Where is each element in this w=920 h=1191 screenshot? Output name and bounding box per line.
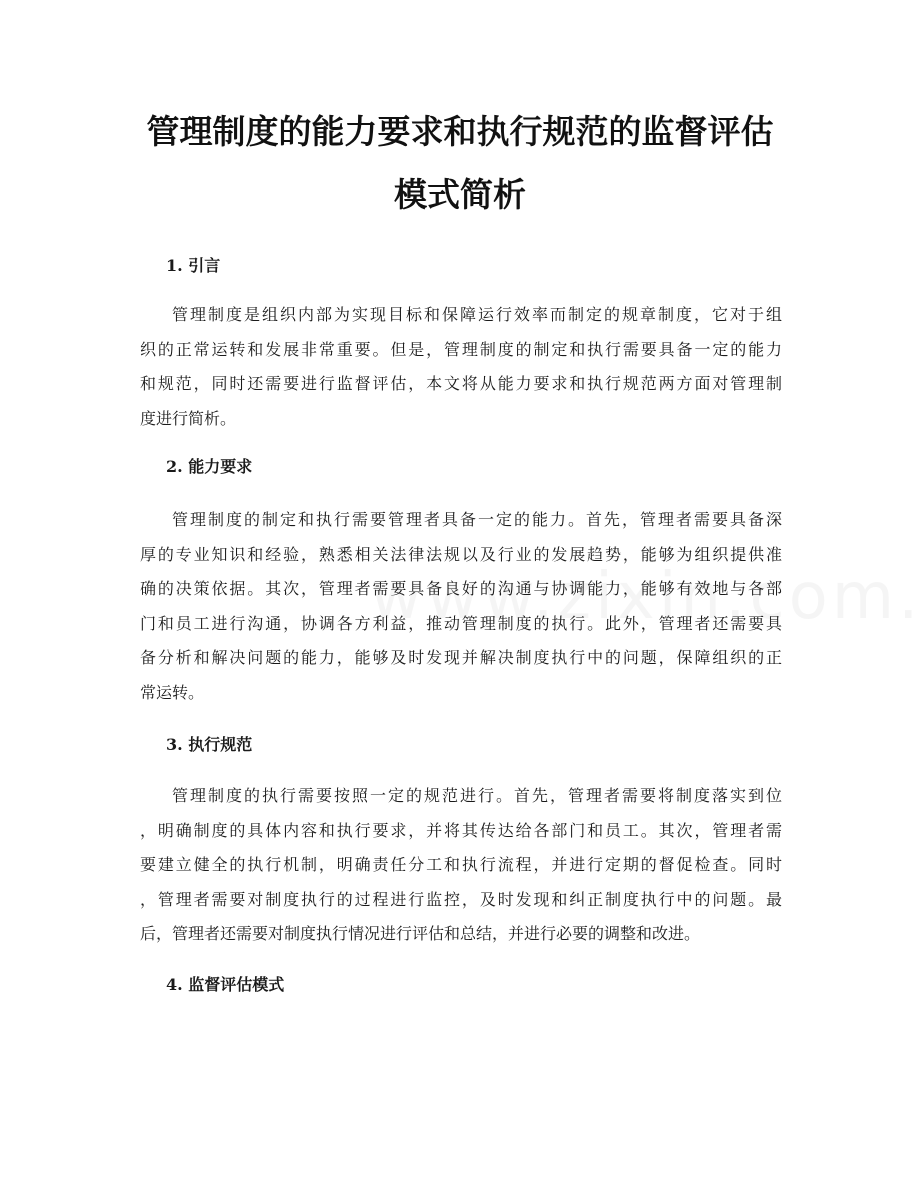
document-title-line-2: 模式简析 [394,175,526,214]
paragraph-line: 门和员工进行沟通，协调各方利益，推动管理制度的执行。此外，管理者还需要具 [140,613,782,633]
paragraph-line: ，管理者需要对制度执行的过程进行监控，及时发现和纠正制度执行中的问题。最 [140,889,782,909]
paragraph-line: 常运转。 [140,682,205,702]
paragraph-line: 管理制度的执行需要按照一定的规范进行。首先，管理者需要将制度落实到位 [172,786,782,805]
paragraph-line: 和规范，同时还需要进行监督评估，本文将从能力要求和执行规范两方面对管理制 [140,374,782,393]
document-title-line-1: 管理制度的能力要求和执行规范的监督评估 [146,112,774,151]
paragraph-line: 管理制度是组织内部为实现目标和保障运行效率而制定的规章制度，它对于组 [172,305,782,324]
paragraph-line: 后，管理者还需要对制度执行情况进行评估和总结，并进行必要的调整和改进。 [140,924,701,943]
paragraph-line: 备分析和解决问题的能力，能够及时发现并解决制度执行中的问题，保障组织的正 [140,648,782,667]
section-heading-supervision-evaluation: 4. 监督评估模式 [166,975,285,994]
section-heading-ability-requirements: 2. 能力要求 [166,457,253,476]
paragraph-line: 厚的专业知识和经验，熟悉相关法律法规以及行业的发展趋势，能够为组织提供准 [140,544,782,564]
section-paragraph-execution-norms [140,779,782,952]
paragraph-line: 确的决策依据。其次，管理者需要具备良好的沟通与协调能力，能够有效地与各部 [140,579,782,598]
paragraph-line: ，明确制度的具体内容和执行要求，并将其传达给各部门和员工。其次，管理者需 [140,820,782,840]
paragraph-line: 要建立健全的执行机制，明确责任分工和执行流程，并进行定期的督促检查。同时 [140,855,782,874]
section-heading-execution-norms: 3. 执行规范 [166,735,253,754]
section-paragraph-introduction [140,298,782,436]
paragraph-line: 织的正常运转和发展非常重要。但是，管理制度的制定和执行需要具备一定的能力 [140,339,782,359]
paragraph-line: 管理制度的制定和执行需要管理者具备一定的能力。首先，管理者需要具备深 [172,510,782,529]
section-paragraph-ability-requirements [140,503,782,710]
section-heading-introduction: 1. 引言 [166,256,221,275]
paragraph-line: 度进行简析。 [140,408,237,428]
